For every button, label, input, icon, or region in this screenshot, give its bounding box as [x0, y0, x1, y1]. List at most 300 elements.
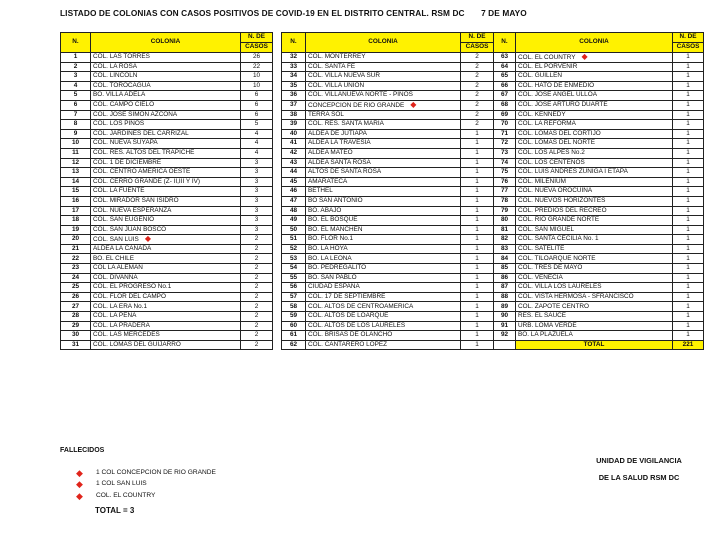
row-number: 49 — [282, 216, 306, 226]
colonia-name-text: COL. SANTA FE — [308, 62, 356, 70]
table-row — [282, 91, 494, 101]
case-count: 3 — [241, 187, 273, 197]
colonia-name — [91, 196, 241, 206]
case-count: 1 — [461, 225, 494, 235]
case-count: 3 — [241, 168, 273, 178]
colonia-name — [306, 196, 461, 206]
row-number: 25 — [61, 283, 91, 293]
colonia-name — [516, 206, 673, 216]
row-number: 72 — [494, 139, 516, 149]
row-number: 66 — [494, 81, 516, 91]
case-count: 2 — [461, 72, 494, 82]
table-row — [282, 206, 494, 216]
colonia-name-text: COL. JARDINES DEL CARRIZAL — [93, 129, 189, 137]
table-row — [61, 264, 273, 274]
row-number: 33 — [282, 62, 306, 72]
table-row — [61, 331, 273, 341]
table-row — [282, 216, 494, 226]
colonia-name-text: BETHEL — [308, 187, 333, 195]
case-count: 2 — [241, 264, 273, 274]
colonia-name-text: COL. PREDIOS DEL RECREO — [518, 206, 607, 214]
colonia-name — [516, 331, 673, 341]
table-row — [282, 331, 494, 341]
row-number: 45 — [282, 177, 306, 187]
case-count: 1 — [461, 235, 494, 245]
colonia-name-text: COL. VILLANUEVA NORTE - PINOS — [308, 91, 413, 99]
case-count: 1 — [461, 273, 494, 283]
colonia-name — [516, 235, 673, 245]
colonia-name-text: BO. SAN PABLO — [308, 273, 357, 281]
colonia-name — [91, 168, 241, 178]
table-row — [494, 177, 704, 187]
case-count: 3 — [241, 206, 273, 216]
row-number: 17 — [61, 206, 91, 216]
case-count: 1 — [461, 129, 494, 139]
case-count: 2 — [241, 292, 273, 302]
table-row — [282, 340, 494, 350]
red-diamond-icon: ◆ — [581, 52, 588, 62]
row-number: 3 — [61, 72, 91, 82]
colonia-name-text: COL. TILOARQUE NORTE — [518, 254, 596, 262]
colonia-name — [91, 53, 241, 63]
colonia-name — [91, 81, 241, 91]
row-number: 86 — [494, 273, 516, 283]
case-count: 1 — [461, 321, 494, 331]
case-count: 1 — [673, 331, 704, 341]
case-count: 2 — [241, 302, 273, 312]
table-row — [61, 225, 273, 235]
row-number: 61 — [282, 331, 306, 341]
list-item — [76, 490, 216, 502]
colonia-name — [516, 273, 673, 283]
colonia-name — [516, 292, 673, 302]
table-row — [61, 321, 273, 331]
colonia-name-text: CIUDAD ESPAÑA — [308, 283, 360, 291]
colonia-name — [91, 100, 241, 110]
table-row — [61, 148, 273, 158]
colonia-name — [516, 139, 673, 149]
table-row — [494, 129, 704, 139]
colonia-name — [91, 110, 241, 120]
col-header-casos-2: CASOS — [241, 43, 273, 53]
colonia-name — [306, 100, 461, 110]
row-number: 11 — [61, 148, 91, 158]
colonias-table-3 — [493, 32, 704, 350]
col-header-colonia: COLONIA — [91, 33, 241, 53]
colonia-name-text: COL. LA REFORMA — [518, 120, 576, 128]
colonia-name-text: COL. 1 DE DICIEMBRE — [93, 158, 162, 166]
colonia-name — [306, 312, 461, 322]
total-row — [494, 340, 704, 350]
row-number: 65 — [494, 72, 516, 82]
row-number: 69 — [494, 110, 516, 120]
case-count: 1 — [461, 254, 494, 264]
table-row — [494, 158, 704, 168]
colonia-name — [306, 53, 461, 63]
colonia-name — [516, 312, 673, 322]
table-row — [282, 81, 494, 91]
colonia-name — [91, 206, 241, 216]
row-number: 58 — [282, 302, 306, 312]
row-number: 24 — [61, 273, 91, 283]
death-entry: COL. EL COUNTRY — [96, 491, 156, 499]
list-item — [76, 467, 216, 479]
row-number: 55 — [282, 273, 306, 283]
row-number: 89 — [494, 302, 516, 312]
row-number: 42 — [282, 148, 306, 158]
colonia-name — [516, 216, 673, 226]
table-row — [61, 120, 273, 130]
case-count: 1 — [673, 158, 704, 168]
table-row — [282, 321, 494, 331]
colonia-name-text: COL. TRES DE MAYO — [518, 264, 583, 272]
table-row — [282, 53, 494, 63]
row-number: 36 — [282, 91, 306, 101]
colonia-name-text: BO. PEDREGALITO — [308, 264, 367, 272]
colonia-name — [91, 148, 241, 158]
row-number: 13 — [61, 168, 91, 178]
row-number: 76 — [494, 177, 516, 187]
row-number: 39 — [282, 120, 306, 130]
row-number: 20 — [61, 235, 91, 245]
colonia-name-text: ALDEA SANTA ROSA — [308, 158, 371, 166]
case-count: 2 — [461, 53, 494, 63]
colonia-name-text: COL. BRISAS DE OLANCHO — [308, 331, 393, 339]
colonia-name-text: COL. LAS TORRES — [93, 53, 150, 61]
colonia-name-text: COL. EL COUNTRY — [518, 54, 576, 62]
case-count: 2 — [241, 340, 273, 350]
colonia-name-text: COL. LOMAS DEL NORTE — [518, 139, 596, 147]
table-row — [61, 254, 273, 264]
row-number: 78 — [494, 196, 516, 206]
case-count: 4 — [241, 129, 273, 139]
colonia-name — [306, 158, 461, 168]
col-header-casos-1: N. DE — [241, 33, 273, 43]
deaths-total: TOTAL = 3 — [95, 506, 135, 515]
colonia-name — [516, 91, 673, 101]
colonia-name-text: COL. VILLA NUEVA SUR — [308, 72, 380, 80]
colonia-name-text: ALTOS DE SANTA ROSA — [308, 168, 382, 176]
row-number: 12 — [61, 158, 91, 168]
case-count: 1 — [673, 254, 704, 264]
table-row — [494, 302, 704, 312]
table-row — [61, 177, 273, 187]
colonia-name-text: COL. MIRADOR SAN ISIDRO — [93, 197, 179, 204]
col-header-n: N. — [494, 33, 516, 53]
case-count: 2 — [241, 235, 273, 245]
colonia-name — [306, 62, 461, 72]
table-row — [494, 331, 704, 341]
table-row — [282, 292, 494, 302]
colonia-name-text: BO. LA PLAZUELA — [518, 331, 573, 339]
case-count: 1 — [673, 196, 704, 206]
colonia-name — [306, 206, 461, 216]
row-number: 46 — [282, 187, 306, 197]
case-count: 2 — [241, 312, 273, 322]
death-entry: 1 COL CONCEPCION DE RIO GRANDE — [96, 468, 216, 476]
red-diamond-icon: ◆ — [410, 100, 417, 110]
colonia-name — [306, 302, 461, 312]
colonia-name-text: COL. NUEVA SUYAPA — [93, 139, 158, 147]
row-number: 52 — [282, 244, 306, 254]
table-row — [494, 53, 704, 63]
colonia-name — [516, 302, 673, 312]
case-count: 1 — [461, 196, 494, 206]
row-number: 34 — [282, 72, 306, 82]
colonia-name — [91, 321, 241, 331]
table-body-3 — [494, 53, 704, 350]
case-count: 1 — [461, 216, 494, 226]
table-row — [282, 273, 494, 283]
list-item — [76, 479, 216, 491]
row-number: 73 — [494, 148, 516, 158]
colonia-name — [91, 264, 241, 274]
row-number: 85 — [494, 264, 516, 274]
row-number: 70 — [494, 120, 516, 130]
table-row — [494, 139, 704, 149]
case-count: 1 — [673, 292, 704, 302]
row-number: 32 — [282, 53, 306, 63]
colonia-name — [516, 187, 673, 197]
colonia-name — [306, 216, 461, 226]
colonia-name-text: COL. DIVANNA — [93, 273, 138, 281]
row-number: 44 — [282, 168, 306, 178]
col-header-casos-1: N. DE — [461, 33, 494, 43]
colonia-name-text: COL. JOSE ARTURO DUARTE — [518, 101, 608, 109]
colonia-name-text: TERRA SOL — [308, 110, 344, 118]
table-row — [61, 206, 273, 216]
table-row — [494, 72, 704, 82]
case-count: 1 — [673, 187, 704, 197]
case-count: 1 — [673, 91, 704, 101]
case-count: 1 — [673, 321, 704, 331]
case-count: 1 — [461, 177, 494, 187]
table-row — [494, 110, 704, 120]
table-row — [494, 206, 704, 216]
table-row — [282, 196, 494, 206]
colonia-name — [306, 264, 461, 274]
colonia-name-text: BO. ABAJO — [308, 206, 342, 214]
colonia-name — [516, 53, 673, 63]
table-row — [282, 225, 494, 235]
row-number: 62 — [282, 340, 306, 350]
case-count: 4 — [241, 139, 273, 149]
colonia-name — [516, 225, 673, 235]
table-row — [282, 120, 494, 130]
colonia-name-text: COL. MONTERREY — [308, 53, 366, 61]
case-count: 1 — [673, 244, 704, 254]
colonia-name-text: CONCEPCION DE RIO GRANDE — [308, 102, 405, 110]
colonia-name — [516, 321, 673, 331]
case-count: 2 — [461, 62, 494, 72]
colonia-name-text: COL. LOMAS DEL GUIJARRO — [93, 340, 181, 348]
row-number: 31 — [61, 340, 91, 350]
table-row — [282, 129, 494, 139]
case-count: 1 — [673, 177, 704, 187]
case-count: 2 — [461, 110, 494, 120]
table-row — [282, 177, 494, 187]
col-header-n: N. — [61, 33, 91, 53]
case-count: 2 — [241, 244, 273, 254]
col-header-colonia: COLONIA — [306, 33, 461, 53]
colonia-name — [306, 81, 461, 91]
row-number: 77 — [494, 187, 516, 197]
table-row — [61, 196, 273, 206]
table-row — [61, 216, 273, 226]
table-row — [61, 187, 273, 197]
col-header-colonia: COLONIA — [516, 33, 673, 53]
colonia-name-text: BO. EL CHILE — [93, 254, 134, 262]
issuing-unit-line-1: UNIDAD DE VIGILANCIA — [596, 456, 682, 465]
table-row — [282, 158, 494, 168]
table-row — [61, 158, 273, 168]
colonia-name-text: COL. ALTOS DE LOS LAURELES — [308, 321, 406, 329]
table-row — [61, 273, 273, 283]
row-number: 5 — [61, 91, 91, 101]
colonia-name-text: COL. CENTRO AMERICA OESTE — [93, 168, 191, 176]
colonia-name — [91, 340, 241, 350]
colonia-name-text: COL. NUEVA OROCUINA — [518, 187, 593, 195]
row-number: 6 — [61, 100, 91, 110]
case-count: 1 — [461, 168, 494, 178]
row-number: 48 — [282, 206, 306, 216]
colonia-name-text: COL. EL PROGRESO No.1 — [93, 283, 172, 291]
colonia-name — [516, 120, 673, 130]
colonia-name-text: ALDEA LA CAÑADA — [93, 244, 152, 252]
table-row — [494, 100, 704, 110]
case-count: 1 — [461, 312, 494, 322]
table-row — [61, 62, 273, 72]
row-number: 87 — [494, 283, 516, 293]
table-row — [282, 148, 494, 158]
case-count: 1 — [461, 139, 494, 149]
table-row — [494, 235, 704, 245]
case-count: 5 — [241, 120, 273, 130]
case-count: 3 — [241, 158, 273, 168]
table-row — [282, 264, 494, 274]
colonia-name-text: COL. SAN EUGENIO — [93, 216, 155, 224]
colonia-name-text: COL. LINCOLN — [93, 72, 138, 80]
case-count: 2 — [461, 81, 494, 91]
table-row — [282, 139, 494, 149]
colonia-name-text: COL. FLOR DEL CAMPO — [93, 292, 166, 300]
table-row — [494, 196, 704, 206]
colonia-name — [516, 129, 673, 139]
table-row — [61, 235, 273, 245]
case-count: 1 — [673, 283, 704, 293]
colonia-name — [306, 139, 461, 149]
row-number: 54 — [282, 264, 306, 274]
case-count: 3 — [241, 196, 273, 206]
row-number: 10 — [61, 139, 91, 149]
colonia-name-text: COL LA ALEMAN — [93, 264, 143, 272]
colonia-name-text: COL. TOROCAGUA — [93, 81, 151, 89]
table-row — [494, 292, 704, 302]
colonias-table-2 — [281, 32, 494, 350]
colonia-name-text: COL. VILLA UNION — [308, 81, 365, 89]
deaths-list — [76, 467, 216, 502]
red-diamond-icon: ◆ — [76, 467, 83, 478]
colonia-name — [91, 120, 241, 130]
table-row — [494, 225, 704, 235]
colonia-name — [91, 62, 241, 72]
table-row — [61, 72, 273, 82]
case-count: 3 — [241, 177, 273, 187]
table-row — [61, 283, 273, 293]
row-number: 27 — [61, 302, 91, 312]
row-number: 4 — [61, 81, 91, 91]
case-count: 1 — [673, 168, 704, 178]
case-count: 1 — [673, 53, 704, 63]
table-body-1 — [61, 53, 273, 350]
case-count: 10 — [241, 72, 273, 82]
row-number: 16 — [61, 196, 91, 206]
colonia-name — [91, 187, 241, 197]
colonia-name — [516, 148, 673, 158]
colonia-name-text: URB. LOMA VERDE — [518, 321, 577, 329]
colonia-name-text: COL. VENECIA — [518, 273, 563, 281]
colonia-name-text: COL. LA PEÑA — [93, 312, 137, 320]
colonia-name — [306, 244, 461, 254]
row-number: 59 — [282, 312, 306, 322]
colonia-name-text: ALDEA MATEO — [308, 149, 353, 157]
table-row — [494, 187, 704, 197]
colonia-name-text: COL. CANTARERO LOPEZ — [308, 340, 388, 348]
case-count: 1 — [461, 206, 494, 216]
colonia-name — [91, 129, 241, 139]
total-value: 221 — [673, 340, 704, 350]
table-row — [61, 53, 273, 63]
colonia-name — [516, 168, 673, 178]
colonia-name — [306, 225, 461, 235]
colonia-name — [91, 292, 241, 302]
colonia-name-text: COL. ZAPOTE CENTRO — [518, 302, 590, 310]
table-row — [61, 110, 273, 120]
table-row — [282, 235, 494, 245]
table-row — [282, 254, 494, 264]
colonia-name — [91, 139, 241, 149]
row-number: 57 — [282, 292, 306, 302]
colonia-name — [306, 273, 461, 283]
table-row — [494, 312, 704, 322]
colonia-name-text: COL. VISTA HERMOSA - SFRANCISCO — [518, 292, 634, 300]
row-number: 83 — [494, 244, 516, 254]
case-count: 1 — [673, 62, 704, 72]
colonia-name-text: COL. LAS MERCEDES — [93, 331, 160, 339]
row-number: 40 — [282, 129, 306, 139]
row-number: 9 — [61, 129, 91, 139]
red-diamond-icon: ◆ — [144, 234, 151, 244]
table-row — [61, 312, 273, 322]
table-row — [282, 62, 494, 72]
case-count: 2 — [241, 321, 273, 331]
row-number: 63 — [494, 53, 516, 63]
case-count: 1 — [461, 292, 494, 302]
row-number: 41 — [282, 139, 306, 149]
colonia-name — [306, 340, 461, 350]
report-date: 7 DE MAYO — [481, 8, 527, 18]
colonia-name — [91, 72, 241, 82]
total-blank-cell — [494, 340, 516, 350]
row-number: 19 — [61, 225, 91, 235]
colonia-name — [516, 62, 673, 72]
table-row — [282, 302, 494, 312]
colonia-name-text: COL. RIO GRANDE NORTE — [518, 216, 600, 224]
colonia-name — [91, 91, 241, 101]
table-row — [61, 168, 273, 178]
table-row — [282, 110, 494, 120]
row-number: 26 — [61, 292, 91, 302]
